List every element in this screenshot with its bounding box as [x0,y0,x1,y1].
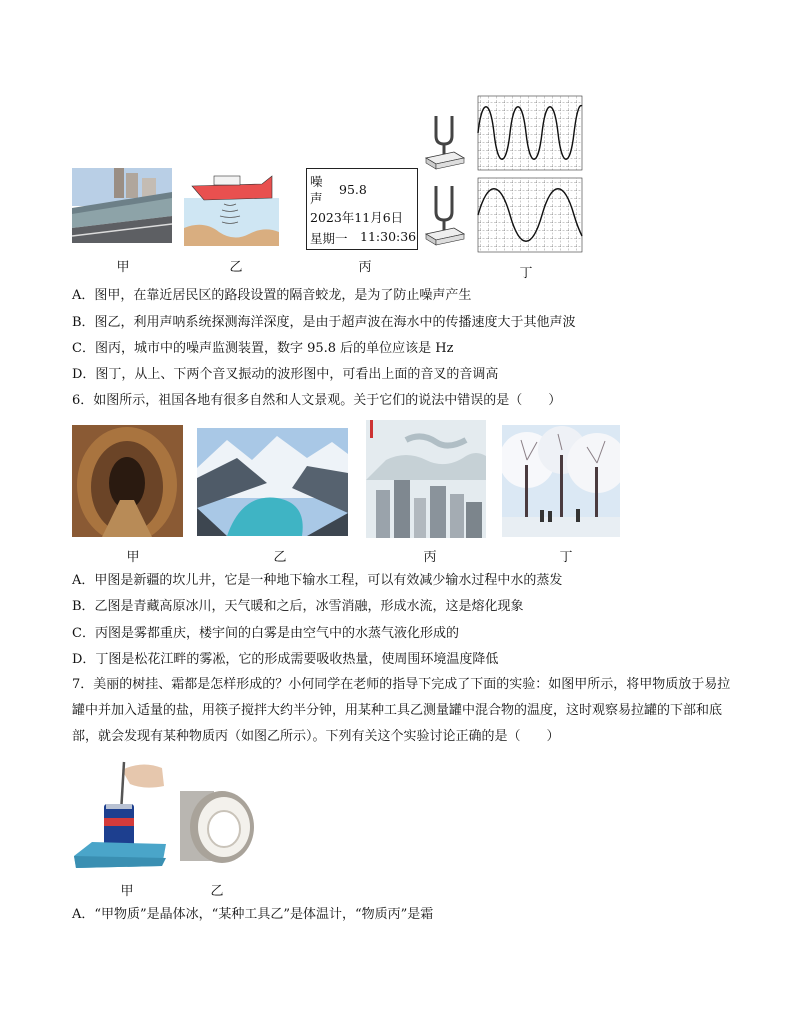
q7-option-a: A．“甲物质”是晶体冰，“某种工具乙”是体温计，“物质丙”是霜 [72,907,434,922]
fig5-caption-yi: 乙 [229,260,243,275]
display-time: 11:30:36 [360,229,417,244]
display-date: 2023年11月6日 [310,210,404,225]
fig5-caption-jia: 甲 [116,260,130,275]
glacier-photo [197,428,348,536]
q5-option-d: D．图丁，从上、下两个音叉振动的波形图中，可看出上面的音叉的音调高 [72,367,499,382]
q6-option-c: C．丙图是雾都重庆，楼宇间的白雾是由空气中的水蒸气液化形成的 [72,626,459,641]
frost-can-photo [180,785,256,870]
fig6-caption-jia: 甲 [126,550,140,565]
q5-option-c: C．图丙，城市中的噪声监测装置，数字 95.8 后的单位应该是 Hz [72,341,454,356]
q5-option-a: A．图甲，在靠近居民区的路段设置的隔音蛟龙，是为了防止噪声产生 [72,288,472,303]
fig6-caption-yi: 乙 [273,550,287,565]
q7-stem: 7．美丽的树挂、霜都是怎样形成的？小何同学在老师的指导下完成了下面的实验：如图甲所示，将甲物质放于易拉罐中并加入适量的盐，用筷子搅拌大约半分钟，用某种工具乙测量罐中混合物的温度，这时观察易拉罐的下部和底部，就会发现有某种物质丙（如图乙所示）。下列有关这个实验讨论正确的是（ ） [72,677,731,744]
tuning-fork-figure [424,94,586,256]
can-experiment-photo [72,760,168,872]
rime-trees-photo [502,425,620,537]
q5-option-b: B．图乙，利用声呐系统探测海洋深度，是由于超声波在海水中的传播速度大于其他声波 [72,315,576,330]
noise-monitor-display [306,168,418,250]
sound-barrier-photo [72,168,172,243]
q6-stem: 6．如图所示，祖国各地有很多自然和人文景观。关于它们的说法中错误的是（ ） [72,393,562,408]
sonar-ship-figure [184,170,279,246]
q6-option-d: D．丁图是松花江畔的雾凇，它的形成需要吸收热量，使周围环境温度降低 [72,652,499,667]
fig5-caption-bing: 丙 [358,260,372,275]
noise-value: 95.8 [339,182,367,197]
fig7-caption-yi: 乙 [210,884,224,899]
fig7-caption-jia: 甲 [120,884,134,899]
noise-label-char1: 噪 [310,174,323,189]
foggy-city-photo [366,420,486,538]
noise-label-char2: 声 [310,191,323,206]
q6-option-b: B．乙图是青藏高原冰川，天气暖和之后，冰雪消融，形成水流，这是熔化现象 [72,599,524,614]
fig6-caption-bing: 丙 [423,550,437,565]
karez-photo [72,425,183,537]
q6-option-a: A．甲图是新疆的坎儿井，它是一种地下输水工程，可以有效减少输水过程中水的蒸发 [72,573,563,588]
fig5-caption-ding: 丁 [519,266,533,281]
display-weekday: 星期一 [310,231,348,246]
fig6-caption-ding: 丁 [559,550,573,565]
